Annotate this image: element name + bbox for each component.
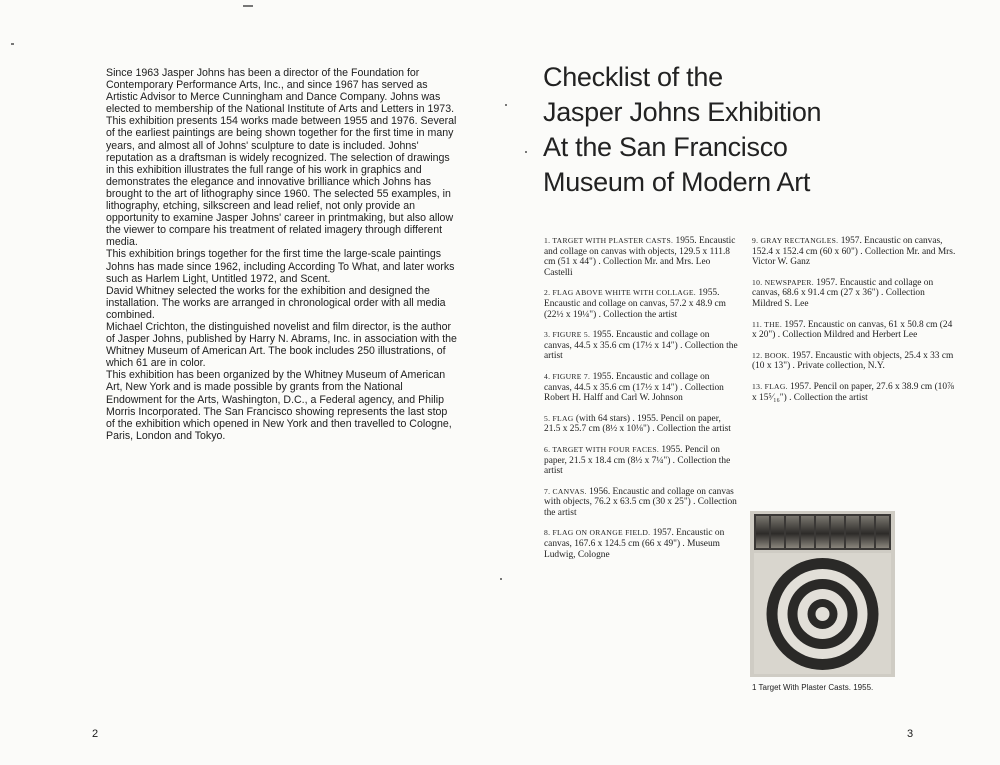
scan-speck <box>500 578 502 580</box>
checklist-entry-9 <box>752 236 957 268</box>
checklist-entry-6 <box>544 445 739 477</box>
checklist-entry-3 <box>544 330 739 362</box>
checklist-entry-5 <box>544 414 739 435</box>
entry-details: 1955. Encaustic and collage on canvas, 44.5 x 35.6 cm (17½ x 14") . Collection Robert H. Halff and Carl W. Johnson <box>544 371 724 404</box>
entry-title: 3. FIGURE 5. <box>544 330 591 340</box>
entry-details: 1957. Encaustic on canvas, 167.6 x 124.5 cm (66 x 49") . Museum Ludwig, Cologne <box>544 528 725 560</box>
cast-box <box>801 516 814 548</box>
entry-title: 2. FLAG ABOVE WHITE WITH COLLAGE. <box>544 288 696 298</box>
target-with-plaster-casts-image <box>750 511 895 677</box>
title-line-1: Checklist of the <box>543 62 723 92</box>
entry-details: 1955. Encaustic and collage on canvas, 44.5 x 35.6 cm (17½ x 14") . Collection the artist <box>544 330 738 362</box>
cast-box <box>756 516 769 548</box>
image-caption: 1 Target With Plaster Casts. 1955. <box>752 683 874 692</box>
entry-details: 1957. Encaustic on canvas, 152.4 x 152.4 cm (60 x 60") . Collection Mr. and Mrs. Victor W. Ganz <box>752 236 956 268</box>
checklist-entry-4 <box>544 372 739 404</box>
intro-text <box>106 67 458 442</box>
entry-details: 1956. Encaustic and collage on canvas with objects, 76.2 x 63.5 cm (30 x 25") . Collection the artist <box>544 486 737 518</box>
checklist-entry-12 <box>752 351 957 372</box>
intro-paragraph-1: Since 1963 Jasper Johns has been a director of the Foundation for Contemporary Performance Arts, Inc., and since 1967 has served as Artistic Advisor to Merce Cunningham and Dance Company. Johns was elected to membership of the National Institute of Arts and Letters in 1973. <box>106 67 455 116</box>
entry-details: 1955. Pencil on paper, 21.5 x 18.4 cm (8½ x 7¼") . Collection the artist <box>544 444 731 477</box>
cast-box <box>861 516 874 548</box>
cast-box <box>831 516 844 548</box>
cast-box <box>876 516 889 548</box>
entry-title: 6. TARGET WITH FOUR FACES. <box>544 444 660 454</box>
entry-details: 1955. Encaustic and collage on canvas, 57.2 x 48.9 cm (22½ x 19¼") . Collection the artist <box>544 288 726 320</box>
entry-title: 9. GRAY RECTANGLES. <box>752 236 839 245</box>
scan-speck <box>243 5 253 7</box>
scan-speck <box>11 43 14 45</box>
page-number-left: 2 <box>92 728 99 740</box>
checklist-column-1 <box>544 236 739 570</box>
entry-title: 10. NEWSPAPER. <box>752 277 814 287</box>
target-canvas <box>754 553 891 674</box>
plaster-cast-boxes <box>754 514 891 550</box>
cast-box <box>816 516 829 548</box>
title-line-2: Jasper Johns Exhibition <box>543 97 822 127</box>
entry-title: 7. CANVAS. <box>544 486 587 496</box>
entry-details: 1957. Encaustic with objects, 25.4 x 33 cm (10 x 13") . Private collection, N.Y. <box>752 350 954 372</box>
checklist-entry-2 <box>544 288 739 320</box>
entry-title: 12. BOOK. <box>752 350 790 360</box>
entry-title: 13. FLAG. <box>752 381 788 391</box>
entry-details: 1957. Pencil on paper, 27.6 x 38.9 cm (10⅞ x 15⁵⁄₁₆") . Collection the artist <box>752 381 955 403</box>
intro-paragraph-2: This exhibition presents 154 works made between 1955 and 1976. Several of the earliest paintings are being shown together for the first time in many years, and almost all of Johns' sculpture to date is included. Johns' reputation as a draftsman is widely recognized. The selection of drawings in this exhibition illustrates the full range of his work in graphics and demonstrates the elegance and innovative brilliance which Johns has brought to the art of lithography since 1960. The selected 55 examples, in lithography, etching, silkscreen and lead relief, not only provide an opportunity to examine Jasper Johns' career in printmaking, but also allow the viewer to compare his treatment of related imagery through different media. <box>106 115 457 249</box>
scan-speck <box>505 104 507 106</box>
entry-title: 8. FLAG ON ORANGE FIELD. <box>544 528 651 538</box>
target-rings <box>754 553 891 674</box>
checklist-entry-10 <box>752 278 957 310</box>
entry-title: 5. FLAG <box>544 413 574 423</box>
page-number-right: 3 <box>907 728 914 740</box>
entry-details: 1957. Encaustic and collage on canvas, 68.6 x 91.4 cm (27 x 36") . Collection Mildred S. Lee <box>752 277 934 309</box>
intro-paragraph-5: Michael Crichton, the distinguished novelist and film director, is the author of Jasper Johns, published by Harry N. Abrams, Inc. in association with the Whitney Museum of American Art. The book includes 250 illustrations, of which 61 are in color. <box>106 320 457 370</box>
checklist-entry-8 <box>544 528 739 560</box>
right-page <box>500 0 1000 765</box>
entry-details: (with 64 stars) . 1955. Pencil on paper, 21.5 x 25.7 cm (8½ x 10⅛") . Collection the artist <box>544 413 731 435</box>
title-line-3: At the San Francisco <box>543 132 788 162</box>
intro-paragraph-3: This exhibition brings together for the first time the large-scale paintings Johns has made since 1962, including According To What, and later works such as Harlem Light, Untitled 1972, and Scent. <box>106 248 455 285</box>
scan-speck <box>525 151 527 153</box>
cast-box <box>846 516 859 548</box>
checklist-entry-11 <box>752 320 957 341</box>
checklist-title <box>543 60 943 200</box>
entry-title: 4. FIGURE 7. <box>544 371 591 381</box>
cast-box <box>771 516 784 548</box>
entry-details: 1955. Encaustic and collage on canvas with objects, 129.5 x 111.8 cm (51 x 44") . Collection Mr. and Mrs. Leo Castelli <box>544 236 736 278</box>
checklist-entry-7 <box>544 487 739 519</box>
checklist-entry-1 <box>544 236 739 278</box>
cast-box <box>786 516 799 548</box>
entry-title: 11. THE. <box>752 319 783 329</box>
intro-paragraph-6: This exhibition has been organized by the Whitney Museum of American Art, New York and is made possible by grants from the National Endowment for the Arts, Washington, D.C., a Federal agency, and Philip Morris Incorporated. The San Francisco showing represents the last stop of the exhibition which opened in New York and then travelled to Cologne, Paris, London and Tokyo. <box>106 369 452 442</box>
title-line-4: Museum of Modern Art <box>543 167 811 197</box>
entry-title: 1. TARGET WITH PLASTER CASTS. <box>544 236 674 245</box>
checklist-column-2 <box>752 236 957 413</box>
entry-details: 1957. Encaustic on canvas, 61 x 50.8 cm (24 x 20") . Collection Mildred and Herbert Lee <box>752 319 953 341</box>
checklist-entry-13 <box>752 382 957 403</box>
intro-paragraph-4: David Whitney selected the works for the exhibition and designed the installation. The works are arranged in chronological order with all media combined. <box>106 284 446 321</box>
